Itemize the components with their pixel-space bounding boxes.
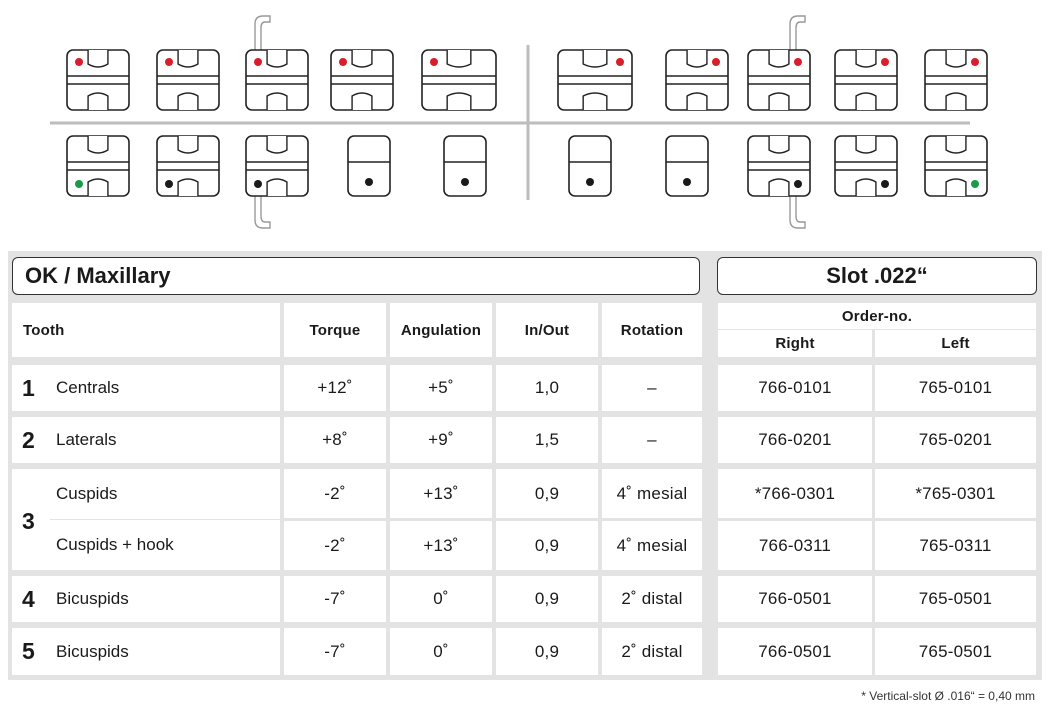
rotation-value: 2˚ distal [602,576,702,622]
bracket-icon [67,136,129,196]
marker-dot-icon [881,58,889,66]
bracket-icon [748,50,810,110]
rotation-value: 4˚ mesial [602,469,702,518]
marker-dot-icon [712,58,720,66]
bracket-icon [925,136,987,196]
bracket-diagram [0,0,1049,230]
order-right: 766-0201 [718,417,872,463]
order-left: 765-0101 [875,365,1036,411]
rotation-value: – [602,365,702,411]
marker-dot-icon [586,178,594,186]
tooth-number: 5 [22,638,35,664]
bracket-icon [558,50,632,110]
tooth-number: 1 [22,375,35,401]
order-left: *765-0301 [875,469,1036,518]
col-header-angulation: Angulation [390,303,492,357]
order-right: 766-0101 [718,365,872,411]
inout-value: 1,0 [496,365,598,411]
order-right: 766-0501 [718,628,872,675]
marker-dot-icon [881,180,889,188]
marker-dot-icon [683,178,691,186]
col-header-inout: In/Out [496,303,598,357]
col-header-right: Right [718,330,872,357]
footnote: * Vertical-slot Ø .016“ = 0,40 mm [861,689,1035,703]
marker-dot-icon [794,58,802,66]
torque-value: -2˚ [284,521,386,570]
bracket-icon [422,50,496,110]
tooth-number: 3 [22,508,35,534]
tooth-name: Cuspids + hook [56,535,174,554]
tooth-name: Laterals [56,430,117,449]
tooth-name: Centrals [56,378,120,397]
hook-icon [790,16,805,50]
marker-dot-icon [365,178,373,186]
torque-value: -7˚ [284,628,386,675]
angulation-value: 0˚ [390,628,492,675]
marker-dot-icon [616,58,624,66]
bracket-icon [246,50,308,110]
torque-value: +12˚ [284,365,386,411]
inout-value: 0,9 [496,521,598,570]
order-left: 765-0501 [875,576,1036,622]
marker-dot-icon [75,58,83,66]
col-header-tooth: Tooth [12,303,280,357]
inout-value: 0,9 [496,628,598,675]
tube-icon [666,136,708,196]
hook-icon [790,196,805,228]
marker-dot-icon [75,180,83,188]
angulation-value: +9˚ [390,417,492,463]
bracket-icon [331,50,393,110]
table-row-name-cell [12,365,280,411]
tooth-number: 4 [22,586,35,612]
marker-dot-icon [254,58,262,66]
marker-dot-icon [165,180,173,188]
hook-icon [255,196,270,228]
angulation-value: 0˚ [390,576,492,622]
tube-icon [444,136,486,196]
order-right: *766-0301 [718,469,872,518]
torque-value: -2˚ [284,469,386,518]
marker-dot-icon [339,58,347,66]
col-header-torque: Torque [284,303,386,357]
marker-dot-icon [794,180,802,188]
inout-value: 0,9 [496,576,598,622]
tooth-name: Bicuspids [56,642,129,661]
col-header-left: Left [875,330,1036,357]
row-divider [50,519,280,520]
marker-dot-icon [461,178,469,186]
rotation-value: 4˚ mesial [602,521,702,570]
bracket-icon [748,136,810,196]
table-title: OK / Maxillary [12,257,700,295]
bracket-icon [157,50,219,110]
bracket-icon [67,50,129,110]
order-right: 766-0501 [718,576,872,622]
marker-dot-icon [254,180,262,188]
bracket-icon [157,136,219,196]
order-left: 765-0201 [875,417,1036,463]
tooth-name: Bicuspids [56,589,129,608]
col-header-order: Order-no. [718,303,1036,329]
order-left: 765-0311 [875,521,1036,570]
rotation-value: 2˚ distal [602,628,702,675]
rotation-value: – [602,417,702,463]
angulation-value: +13˚ [390,469,492,518]
tube-icon [348,136,390,196]
tube-icon [569,136,611,196]
bracket-icon [666,50,728,110]
order-left: 765-0501 [875,628,1036,675]
inout-value: 1,5 [496,417,598,463]
bracket-icon [246,136,308,196]
col-header-rotation: Rotation [602,303,702,357]
tooth-number: 2 [22,427,35,453]
hook-icon [255,16,270,50]
marker-dot-icon [971,58,979,66]
inout-value: 0,9 [496,469,598,518]
bracket-icon [835,136,897,196]
order-right: 766-0311 [718,521,872,570]
slot-title: Slot .022“ [717,257,1037,295]
table-row-name-cell [12,417,280,463]
torque-value: -7˚ [284,576,386,622]
bracket-icon [835,50,897,110]
marker-dot-icon [430,58,438,66]
table-row-name-cell [12,576,280,622]
angulation-value: +13˚ [390,521,492,570]
marker-dot-icon [165,58,173,66]
table-row-name-cell [12,628,280,675]
bracket-icon [925,50,987,110]
angulation-value: +5˚ [390,365,492,411]
marker-dot-icon [971,180,979,188]
tooth-name: Cuspids [56,484,118,503]
torque-value: +8˚ [284,417,386,463]
